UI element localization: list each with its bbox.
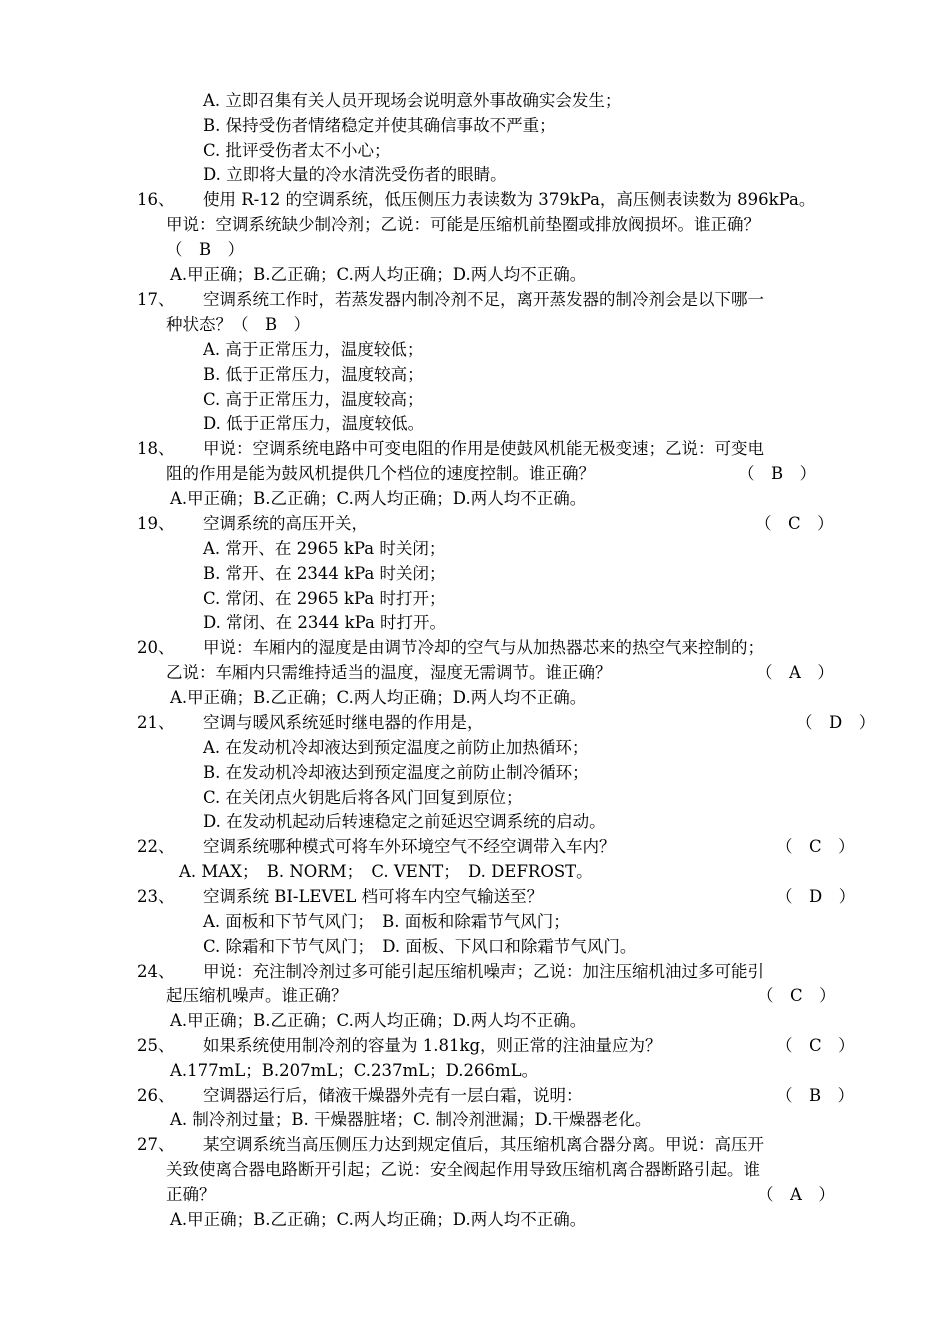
question-text: 甲说：空调系统缺少制冷剂；乙说：可能是压缩机前垫圈或排放阀损坏。谁正确？ bbox=[166, 215, 760, 234]
option-line: A. 立即召集有关人员开现场会说明意外事故确实会发生； bbox=[203, 91, 622, 110]
option-line: C. 高于正常压力，温度较高； bbox=[203, 390, 424, 409]
answer-marker: （ C ） bbox=[776, 837, 855, 856]
question-text: 空调器运行后，储液干燥器外壳有一层白霜，说明： bbox=[203, 1086, 583, 1105]
question-text: 乙说：车厢内只需维持适当的温度，湿度无需调节。谁正确？ bbox=[166, 663, 612, 682]
question-number: 18、 bbox=[137, 439, 175, 458]
option-line: B. 保持受伤者情绪稳定并使其确信事故不严重； bbox=[203, 116, 556, 135]
option-line: A. 制冷剂过量；B. 干燥器脏堵；C. 制冷剂泄漏；D.干燥器老化。 bbox=[170, 1110, 652, 1129]
option-line: A.甲正确；B.乙正确；C.两人均正确；D.两人均不正确。 bbox=[170, 688, 587, 707]
question-text: 使用 R-12 的空调系统，低压侧压力表读数为 379kPa，高压侧表读数为 896kPa。 bbox=[203, 190, 816, 209]
option-line: B. 常开、在 2344 kPa 时关闭； bbox=[203, 564, 446, 583]
question-text: 空调系统哪种模式可将车外环境空气不经空调带入车内？ bbox=[203, 837, 616, 856]
option-line: A. 常开、在 2965 kPa 时关闭； bbox=[203, 539, 446, 558]
question-text: 某空调系统当高压侧压力达到规定值后，其压缩机离合器分离。甲说：高压开 bbox=[203, 1135, 764, 1154]
question-text: 甲说：车厢内的湿度是由调节冷却的空气与从加热器芯来的热空气来控制的； bbox=[203, 638, 764, 657]
answer-marker: （ C ） bbox=[755, 514, 834, 533]
question-number: 27、 bbox=[137, 1135, 175, 1154]
answer-marker: （ A ） bbox=[756, 663, 834, 682]
question-number: 24、 bbox=[137, 962, 175, 981]
option-line: A.甲正确；B.乙正确；C.两人均正确；D.两人均不正确。 bbox=[170, 265, 587, 284]
option-line: D. 立即将大量的冷水清洗受伤者的眼睛。 bbox=[203, 165, 507, 184]
question-text: 空调系统的高压开关， bbox=[203, 514, 368, 533]
option-line: D. 常闭、在 2344 kPa 时打开。 bbox=[203, 613, 447, 632]
question-text: 关致使离合器电路断开引起；乙说：安全阀起作用导致压缩机离合器断路引起。谁 bbox=[166, 1160, 760, 1179]
answer-marker: （ C ） bbox=[757, 986, 836, 1005]
option-line: A. MAX； B. NORM； C. VENT； D. DEFROST。 bbox=[179, 862, 593, 881]
option-line: A.甲正确；B.乙正确；C.两人均正确；D.两人均不正确。 bbox=[170, 1011, 587, 1030]
answer-marker: （ A ） bbox=[757, 1185, 835, 1204]
question-text: 阻的作用是能为鼓风机提供几个档位的速度控制。谁正确？ bbox=[166, 464, 595, 483]
question-number: 22、 bbox=[137, 837, 175, 856]
question-text: 空调与暖风系统延时继电器的作用是， bbox=[203, 713, 484, 732]
answer-marker: （ B ） bbox=[738, 464, 817, 483]
question-number: 25、 bbox=[137, 1036, 175, 1055]
question-text: 甲说：充注制冷剂过多可能引起压缩机噪声；乙说：加注压缩机油过多可能引 bbox=[203, 962, 764, 981]
option-line: A. 高于正常压力，温度较低； bbox=[203, 340, 424, 359]
option-line: A. 面板和下节气风门； B. 面板和除霜节气风门； bbox=[203, 912, 570, 931]
question-number: 19、 bbox=[137, 514, 175, 533]
option-line: A.177mL；B.207mL；C.237mL；D.266mL。 bbox=[170, 1061, 539, 1080]
question-text: 甲说：空调系统电路中可变电阻的作用是使鼓风机能无极变速；乙说：可变电 bbox=[203, 439, 764, 458]
question-number: 26、 bbox=[137, 1086, 175, 1105]
answer-marker: （ D ） bbox=[776, 887, 856, 906]
option-line: A.甲正确；B.乙正确；C.两人均正确；D.两人均不正确。 bbox=[170, 489, 587, 508]
option-line: C. 常闭、在 2965 kPa 时打开； bbox=[203, 589, 446, 608]
question-text: 空调系统工作时，若蒸发器内制冷剂不足，离开蒸发器的制冷剂会是以下哪一 bbox=[203, 290, 764, 309]
question-number: 23、 bbox=[137, 887, 175, 906]
question-text: 正确？ bbox=[166, 1185, 216, 1204]
option-line: C. 除霜和下节气风门； D. 面板、下风口和除霜节气风门。 bbox=[203, 937, 637, 956]
option-line: A. 在发动机冷却液达到预定温度之前防止加热循环； bbox=[203, 738, 589, 757]
question-number: 16、 bbox=[137, 190, 175, 209]
question-number: 17、 bbox=[137, 290, 175, 309]
question-text: 种状态？（ B ） bbox=[166, 315, 311, 334]
answer-marker: （ C ） bbox=[776, 1036, 855, 1055]
answer-marker: （ B ） bbox=[166, 240, 245, 259]
option-line: A.甲正确；B.乙正确；C.两人均正确；D.两人均不正确。 bbox=[170, 1210, 587, 1229]
option-line: D. 低于正常压力，温度较低。 bbox=[203, 414, 425, 433]
option-line: B. 在发动机冷却液达到预定温度之前防止制冷循环； bbox=[203, 763, 589, 782]
question-number: 21、 bbox=[137, 713, 175, 732]
option-line: D. 在发动机起动后转速稳定之前延迟空调系统的启动。 bbox=[203, 812, 606, 831]
question-number: 20、 bbox=[137, 638, 175, 657]
question-text: 如果系统使用制冷剂的容量为 1.81kg，则正常的注油量应为？ bbox=[203, 1036, 662, 1055]
option-line: C. 批评受伤者太不小心； bbox=[203, 141, 391, 160]
answer-marker: （ B ） bbox=[776, 1086, 855, 1105]
question-text: 起压缩机噪声。谁正确？ bbox=[166, 986, 348, 1005]
option-line: B. 低于正常压力，温度较高； bbox=[203, 365, 424, 384]
answer-marker: （ D ） bbox=[796, 713, 876, 732]
option-line: C. 在关闭点火钥匙后将各风门回复到原位； bbox=[203, 788, 523, 807]
question-text: 空调系统 BI-LEVEL 档可将车内空气输送至？ bbox=[203, 887, 544, 906]
